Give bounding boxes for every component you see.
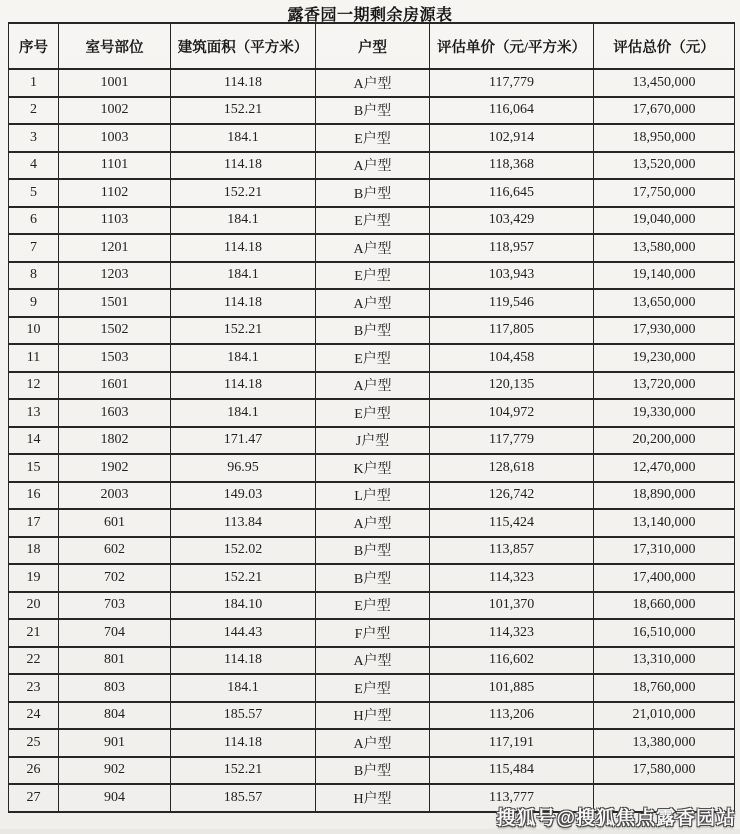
table-cell: 12,470,000 [594,454,735,482]
table-cell: B户型 [316,564,430,592]
table-cell: 803 [59,674,171,702]
table-cell: E户型 [316,124,430,152]
table-cell: 114.18 [171,69,316,97]
table-cell: 149.03 [171,482,316,510]
table-cell: 104,458 [430,344,594,372]
table-cell: 119,546 [430,289,594,317]
table-cell: 184.1 [171,207,316,235]
table-cell: E户型 [316,592,430,620]
table-cell: 1102 [59,179,171,207]
table-cell: 704 [59,619,171,647]
table-row [9,317,735,345]
table-cell: B户型 [316,757,430,785]
table-cell: 101,885 [430,674,594,702]
table-cell: J户型 [316,427,430,455]
table-cell: H户型 [316,702,430,730]
table-cell: 114.18 [171,372,316,400]
table-row [9,454,735,482]
table-cell: 1802 [59,427,171,455]
table-cell: E户型 [316,399,430,427]
table-cell: 152.21 [171,179,316,207]
column-header: 评估总价（元） [594,23,735,69]
table-cell: 126,742 [430,482,594,510]
table-cell: B户型 [316,97,430,125]
table-cell: 117,779 [430,427,594,455]
table-cell: 1 [9,69,59,97]
table-cell: B户型 [316,317,430,345]
table-cell: 2 [9,97,59,125]
table-cell: 9 [9,289,59,317]
table-cell: 21 [9,619,59,647]
table-cell: 152.21 [171,564,316,592]
table-cell: A户型 [316,69,430,97]
table-cell: 1502 [59,317,171,345]
table-cell: 1203 [59,262,171,290]
table-cell: 602 [59,537,171,565]
table-cell: 1501 [59,289,171,317]
table-cell: 17,930,000 [594,317,735,345]
table-cell: 103,943 [430,262,594,290]
table-cell: B户型 [316,537,430,565]
table-cell: 184.1 [171,674,316,702]
table-cell: 19,330,000 [594,399,735,427]
table-cell: 19,230,000 [594,344,735,372]
table-row [9,372,735,400]
column-header: 户型 [316,23,430,69]
table-row [9,97,735,125]
table-cell: 13,450,000 [594,69,735,97]
table-cell: 804 [59,702,171,730]
table-cell: 115,424 [430,509,594,537]
table-cell: 18 [9,537,59,565]
table-cell: 17,750,000 [594,179,735,207]
table-row [9,619,735,647]
table-cell: 16 [9,482,59,510]
table-cell: 702 [59,564,171,592]
table-cell: 152.02 [171,537,316,565]
table-cell: 1103 [59,207,171,235]
table-cell: A户型 [316,372,430,400]
table-cell: 17,400,000 [594,564,735,592]
table-cell: 16,510,000 [594,619,735,647]
table-row [9,674,735,702]
table-cell: 184.10 [171,592,316,620]
table-cell: 25 [9,729,59,757]
table-row [9,124,735,152]
sohu-watermark: 搜狐号@搜狐焦点露香园站 [496,808,736,829]
table-cell: F户型 [316,619,430,647]
table-cell: 601 [59,509,171,537]
table-cell: 703 [59,592,171,620]
table-body [9,69,735,812]
table-cell: 114.18 [171,152,316,180]
table-cell: 13,580,000 [594,234,735,262]
table-cell: E户型 [316,207,430,235]
table-cell: 6 [9,207,59,235]
table-cell: 184.1 [171,399,316,427]
table-cell: 5 [9,179,59,207]
table-cell: 1503 [59,344,171,372]
table-cell: E户型 [316,344,430,372]
table-cell: 114,323 [430,619,594,647]
table-cell: 152.21 [171,757,316,785]
table-cell: 13,310,000 [594,647,735,675]
table-cell: 152.21 [171,97,316,125]
table-row [9,179,735,207]
table-cell: A户型 [316,729,430,757]
table-cell: 15 [9,454,59,482]
table-cell: 17,670,000 [594,97,735,125]
table-cell: 23 [9,674,59,702]
table-cell: 13 [9,399,59,427]
table-cell: 20 [9,592,59,620]
table-cell: 24 [9,702,59,730]
table-cell: 901 [59,729,171,757]
table-cell: 4 [9,152,59,180]
table-cell: A户型 [316,234,430,262]
table-cell: 801 [59,647,171,675]
table-cell: 1101 [59,152,171,180]
table-cell: 128,618 [430,454,594,482]
table-cell: 184.1 [171,124,316,152]
table-cell: 102,914 [430,124,594,152]
table-cell: 21,010,000 [594,702,735,730]
table-cell: 104,972 [430,399,594,427]
table-cell: 113,857 [430,537,594,565]
table-cell: 19 [9,564,59,592]
table-row [9,234,735,262]
table-cell: E户型 [316,262,430,290]
table-cell: A户型 [316,289,430,317]
table-cell: 8 [9,262,59,290]
table-cell: 19,040,000 [594,207,735,235]
table-cell: 11 [9,344,59,372]
table-cell: 2003 [59,482,171,510]
table-cell: 116,064 [430,97,594,125]
table-row [9,702,735,730]
table-cell: 13,140,000 [594,509,735,537]
table-row [9,537,735,565]
table-cell: 13,520,000 [594,152,735,180]
table-cell: 144.43 [171,619,316,647]
table-cell: 114.18 [171,647,316,675]
table-cell: 1003 [59,124,171,152]
housing-table [8,22,735,813]
table-row [9,207,735,235]
table-cell: 27 [9,784,59,812]
table-cell: 1002 [59,97,171,125]
table-cell: 7 [9,234,59,262]
table-row [9,152,735,180]
table-cell: 96.95 [171,454,316,482]
table-cell: 1201 [59,234,171,262]
table-cell: 101,370 [430,592,594,620]
table-cell: 118,368 [430,152,594,180]
table-header-row [9,23,735,69]
table-row [9,757,735,785]
table-cell: 902 [59,757,171,785]
page-title: 露香园一期剩余房源表 [287,7,453,24]
table-cell: L户型 [316,482,430,510]
table-cell: 13,380,000 [594,729,735,757]
table-cell: 185.57 [171,784,316,812]
table-row [9,399,735,427]
column-header: 序号 [9,23,59,69]
table-cell: H户型 [316,784,430,812]
table-cell: A户型 [316,509,430,537]
table-cell: 18,950,000 [594,124,735,152]
table-cell: 185.57 [171,702,316,730]
table-cell: 13,650,000 [594,289,735,317]
column-header: 建筑面积（平方米） [171,23,316,69]
table-cell: 113,206 [430,702,594,730]
table-cell: 17 [9,509,59,537]
table-row [9,729,735,757]
table-row [9,509,735,537]
table-cell: 3 [9,124,59,152]
table-row [9,427,735,455]
column-header: 室号部位 [59,23,171,69]
table-row [9,262,735,290]
table-cell: 12 [9,372,59,400]
table-cell: 20,200,000 [594,427,735,455]
table-cell: 114.18 [171,234,316,262]
table-cell: 120,135 [430,372,594,400]
table-cell: 113.84 [171,509,316,537]
table-cell: 118,957 [430,234,594,262]
table-cell: 13,720,000 [594,372,735,400]
table-cell: 14 [9,427,59,455]
table-cell: 17,310,000 [594,537,735,565]
table-row [9,647,735,675]
table-cell: 113,777 [430,784,594,812]
table-cell: 18,660,000 [594,592,735,620]
table-cell: 1603 [59,399,171,427]
table-cell: B户型 [316,179,430,207]
table-cell: 18,890,000 [594,482,735,510]
table-cell: 26 [9,757,59,785]
table-cell: 114.18 [171,729,316,757]
table-cell: 19,140,000 [594,262,735,290]
table-cell: 152.21 [171,317,316,345]
table-cell: 904 [59,784,171,812]
table-cell: A户型 [316,647,430,675]
table-cell: 114.18 [171,289,316,317]
table-row [9,289,735,317]
table-cell: 1601 [59,372,171,400]
table-cell: A户型 [316,152,430,180]
table-cell: 116,602 [430,647,594,675]
table-cell: 17,580,000 [594,757,735,785]
table-row [9,482,735,510]
table-row [9,69,735,97]
table-cell: 103,429 [430,207,594,235]
table-cell: 1902 [59,454,171,482]
table-cell: 115,484 [430,757,594,785]
column-header: 评估单价（元/平方米） [430,23,594,69]
table-row [9,592,735,620]
table-cell: 184.1 [171,344,316,372]
table-cell: 116,645 [430,179,594,207]
table-cell: 114,323 [430,564,594,592]
table-row [9,344,735,372]
table-cell: 1001 [59,69,171,97]
table-cell: 18,760,000 [594,674,735,702]
table-cell: 117,191 [430,729,594,757]
table-cell: E户型 [316,674,430,702]
table-cell: 171.47 [171,427,316,455]
table-cell: K户型 [316,454,430,482]
table-cell: 22 [9,647,59,675]
table-cell: 117,805 [430,317,594,345]
table-cell: 184.1 [171,262,316,290]
table-cell: 10 [9,317,59,345]
table-row [9,564,735,592]
table-cell: 117,779 [430,69,594,97]
